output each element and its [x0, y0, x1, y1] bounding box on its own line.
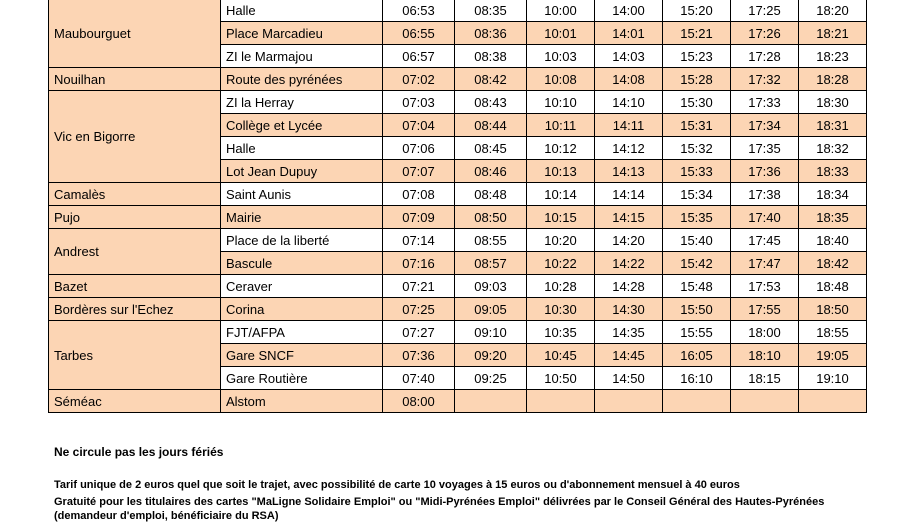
time-cell: 18:40: [799, 229, 867, 252]
time-cell: 10:45: [527, 344, 595, 367]
time-cell: 08:36: [455, 22, 527, 45]
time-cell: 15:35: [663, 206, 731, 229]
table-row: [49, 206, 867, 229]
time-cell: 08:46: [455, 160, 527, 183]
time-cell: 14:22: [595, 252, 663, 275]
stop-cell: Corina: [221, 298, 383, 321]
time-cell: 17:36: [731, 160, 799, 183]
city-cell: Tarbes: [49, 321, 221, 390]
time-cell: 10:14: [527, 183, 595, 206]
city-cell: Camalès: [49, 183, 221, 206]
stop-cell: ZI la Herray: [221, 91, 383, 114]
time-cell: 10:12: [527, 137, 595, 160]
time-cell: 07:07: [383, 160, 455, 183]
time-cell: 10:13: [527, 160, 595, 183]
time-cell: 18:15: [731, 367, 799, 390]
time-cell: 07:16: [383, 252, 455, 275]
city-cell: Pujo: [49, 206, 221, 229]
time-cell: [455, 390, 527, 413]
time-cell: 07:27: [383, 321, 455, 344]
time-cell: 14:13: [595, 160, 663, 183]
time-cell: 14:45: [595, 344, 663, 367]
time-cell: 17:26: [731, 22, 799, 45]
time-cell: 08:35: [455, 0, 527, 22]
time-cell: [731, 390, 799, 413]
time-cell: 06:53: [383, 0, 455, 22]
time-cell: 17:35: [731, 137, 799, 160]
time-cell: 08:42: [455, 68, 527, 91]
time-cell: 06:55: [383, 22, 455, 45]
time-cell: 07:02: [383, 68, 455, 91]
stop-cell: Saint Aunis: [221, 183, 383, 206]
time-cell: 18:30: [799, 91, 867, 114]
time-cell: 14:12: [595, 137, 663, 160]
time-cell: 14:20: [595, 229, 663, 252]
time-cell: 08:38: [455, 45, 527, 68]
stop-cell: Lot Jean Dupuy: [221, 160, 383, 183]
stop-cell: Place Marcadieu: [221, 22, 383, 45]
time-cell: 07:36: [383, 344, 455, 367]
time-cell: 17:33: [731, 91, 799, 114]
stop-cell: Ceraver: [221, 275, 383, 298]
time-cell: 14:28: [595, 275, 663, 298]
holiday-note: Ne circule pas les jours fériés: [54, 445, 224, 459]
stop-cell: Halle: [221, 0, 383, 22]
time-cell: 10:10: [527, 91, 595, 114]
stop-cell: FJT/AFPA: [221, 321, 383, 344]
time-cell: 10:50: [527, 367, 595, 390]
time-cell: 18:32: [799, 137, 867, 160]
time-cell: 14:10: [595, 91, 663, 114]
time-cell: 18:33: [799, 160, 867, 183]
time-cell: 18:23: [799, 45, 867, 68]
time-cell: 14:30: [595, 298, 663, 321]
stop-cell: Collège et Lycée: [221, 114, 383, 137]
table-row: [49, 321, 867, 344]
time-cell: 09:05: [455, 298, 527, 321]
time-cell: 18:55: [799, 321, 867, 344]
time-cell: 14:01: [595, 22, 663, 45]
time-cell: 14:03: [595, 45, 663, 68]
time-cell: 14:08: [595, 68, 663, 91]
time-cell: 08:50: [455, 206, 527, 229]
time-cell: 17:40: [731, 206, 799, 229]
time-cell: 07:08: [383, 183, 455, 206]
time-cell: 08:43: [455, 91, 527, 114]
time-cell: 18:28: [799, 68, 867, 91]
time-cell: 07:09: [383, 206, 455, 229]
time-cell: 15:50: [663, 298, 731, 321]
timetable: [48, 0, 867, 413]
time-cell: 08:44: [455, 114, 527, 137]
city-cell: Bordères sur l'Echez: [49, 298, 221, 321]
stop-cell: Gare SNCF: [221, 344, 383, 367]
time-cell: 08:55: [455, 229, 527, 252]
table-row: [49, 275, 867, 298]
table-row: [49, 91, 867, 114]
time-cell: 15:42: [663, 252, 731, 275]
time-cell: 17:53: [731, 275, 799, 298]
time-cell: 17:38: [731, 183, 799, 206]
time-cell: 15:28: [663, 68, 731, 91]
time-cell: 08:45: [455, 137, 527, 160]
free-fare-note: Gratuité pour les titulaires des cartes "MaLigne Solidaire Emploi" ou "Midi-Pyrénées Emploi" délivrées par le Conseil Général des Hautes-Pyrénées (demandeur d'emploi, bénéficiaire du RSA): [54, 496, 825, 522]
time-cell: 10:03: [527, 45, 595, 68]
time-cell: 15:20: [663, 0, 731, 22]
time-cell: 08:57: [455, 252, 527, 275]
time-cell: 17:32: [731, 68, 799, 91]
time-cell: 10:28: [527, 275, 595, 298]
time-cell: 10:22: [527, 252, 595, 275]
time-cell: [663, 390, 731, 413]
time-cell: 18:20: [799, 0, 867, 22]
time-cell: 08:00: [383, 390, 455, 413]
time-cell: 10:01: [527, 22, 595, 45]
time-cell: 07:40: [383, 367, 455, 390]
stop-cell: Halle: [221, 137, 383, 160]
stop-cell: Place de la liberté: [221, 229, 383, 252]
time-cell: 10:00: [527, 0, 595, 22]
time-cell: 17:55: [731, 298, 799, 321]
time-cell: 15:55: [663, 321, 731, 344]
time-cell: 10:20: [527, 229, 595, 252]
city-cell: Nouilhan: [49, 68, 221, 91]
time-cell: 19:05: [799, 344, 867, 367]
stop-cell: Route des pyrénées: [221, 68, 383, 91]
stop-cell: ZI le Marmajou: [221, 45, 383, 68]
stop-cell: Gare Routière: [221, 367, 383, 390]
time-cell: [799, 390, 867, 413]
time-cell: [595, 390, 663, 413]
time-cell: 15:48: [663, 275, 731, 298]
time-cell: 18:31: [799, 114, 867, 137]
time-cell: 07:14: [383, 229, 455, 252]
time-cell: 14:50: [595, 367, 663, 390]
time-cell: 18:50: [799, 298, 867, 321]
time-cell: 09:10: [455, 321, 527, 344]
time-cell: 15:31: [663, 114, 731, 137]
city-cell: Maubourguet: [49, 0, 221, 68]
time-cell: 17:28: [731, 45, 799, 68]
time-cell: 15:30: [663, 91, 731, 114]
time-cell: 18:00: [731, 321, 799, 344]
stop-cell: Alstom: [221, 390, 383, 413]
table-row: [49, 229, 867, 252]
time-cell: 14:35: [595, 321, 663, 344]
time-cell: 19:10: [799, 367, 867, 390]
time-cell: 15:21: [663, 22, 731, 45]
table-row: [49, 0, 867, 22]
time-cell: 10:30: [527, 298, 595, 321]
time-cell: 14:15: [595, 206, 663, 229]
time-cell: 15:23: [663, 45, 731, 68]
time-cell: 10:35: [527, 321, 595, 344]
time-cell: 14:00: [595, 0, 663, 22]
time-cell: 15:33: [663, 160, 731, 183]
time-cell: 18:42: [799, 252, 867, 275]
time-cell: 18:10: [731, 344, 799, 367]
time-cell: 17:25: [731, 0, 799, 22]
table-row: [49, 390, 867, 413]
time-cell: 14:11: [595, 114, 663, 137]
time-cell: 10:15: [527, 206, 595, 229]
city-cell: Vic en Bigorre: [49, 91, 221, 183]
time-cell: 14:14: [595, 183, 663, 206]
time-cell: 07:04: [383, 114, 455, 137]
time-cell: 17:34: [731, 114, 799, 137]
time-cell: 10:08: [527, 68, 595, 91]
time-cell: 10:11: [527, 114, 595, 137]
time-cell: 15:32: [663, 137, 731, 160]
time-cell: 18:21: [799, 22, 867, 45]
timetable-body: [49, 0, 867, 413]
city-cell: Bazet: [49, 275, 221, 298]
table-row: [49, 298, 867, 321]
time-cell: 08:48: [455, 183, 527, 206]
stop-cell: Mairie: [221, 206, 383, 229]
time-cell: 16:10: [663, 367, 731, 390]
time-cell: 09:20: [455, 344, 527, 367]
time-cell: 15:40: [663, 229, 731, 252]
time-cell: 06:57: [383, 45, 455, 68]
stop-cell: Bascule: [221, 252, 383, 275]
time-cell: 15:34: [663, 183, 731, 206]
time-cell: 07:21: [383, 275, 455, 298]
time-cell: [527, 390, 595, 413]
city-cell: Séméac: [49, 390, 221, 413]
time-cell: 07:25: [383, 298, 455, 321]
time-cell: 18:35: [799, 206, 867, 229]
time-cell: 17:45: [731, 229, 799, 252]
fare-note: Tarif unique de 2 euros quel que soit le trajet, avec possibilité de carte 10 voyages à 15 euros ou d'abonnement mensuel à 40 euros: [54, 479, 740, 491]
city-cell: Andrest: [49, 229, 221, 275]
time-cell: 17:47: [731, 252, 799, 275]
time-cell: 18:34: [799, 183, 867, 206]
table-row: [49, 68, 867, 91]
time-cell: 07:06: [383, 137, 455, 160]
time-cell: 07:03: [383, 91, 455, 114]
time-cell: 09:03: [455, 275, 527, 298]
time-cell: 18:48: [799, 275, 867, 298]
table-row: [49, 183, 867, 206]
time-cell: 16:05: [663, 344, 731, 367]
time-cell: 09:25: [455, 367, 527, 390]
